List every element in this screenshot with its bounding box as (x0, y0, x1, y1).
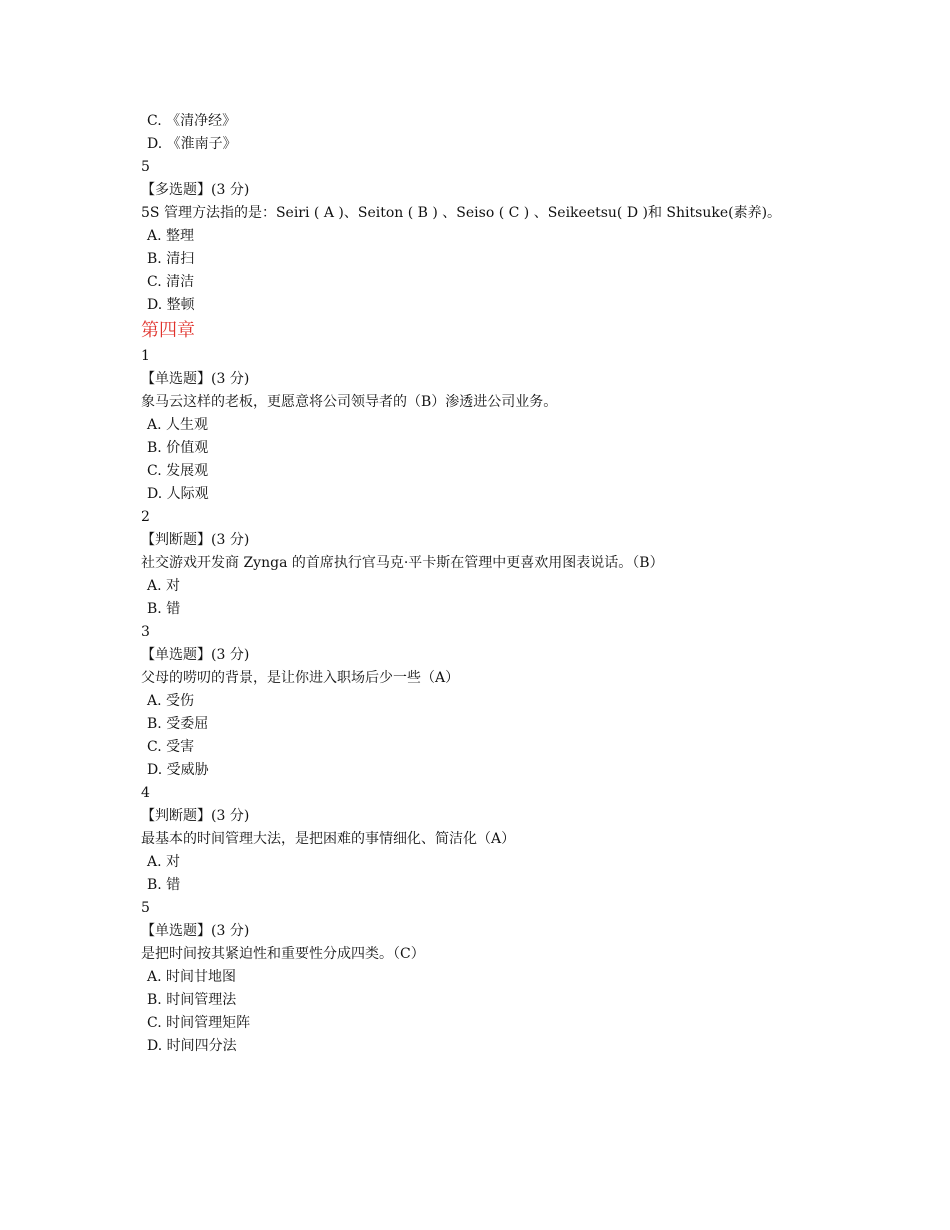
chapter-title: 第四章 (141, 320, 195, 341)
option: A. 时间甘地图 (147, 969, 237, 985)
option: C. 时间管理矩阵 (147, 1015, 251, 1031)
question-5 (141, 897, 830, 1058)
option: D. 受威胁 (147, 762, 209, 778)
question-1 (141, 345, 830, 506)
question-type: 【单选题】(3 分) (141, 371, 250, 387)
question-stem: 父母的唠叨的背景，是让你进入职场后少一些（A） (141, 670, 460, 686)
question-stem: 是把时间按其紧迫性和重要性分成四类。（C） (141, 946, 425, 962)
question-type: 【多选题】(3 分) (141, 182, 250, 198)
question-type: 【判断题】(3 分) (141, 532, 250, 548)
question-stem: 最基本的时间管理大法，是把困难的事情细化、简洁化（A） (141, 831, 516, 847)
option: B. 错 (147, 601, 181, 617)
question-number: 3 (141, 624, 150, 640)
question-number: 5 (141, 900, 150, 916)
option: A. 整理 (147, 228, 195, 244)
option: B. 错 (147, 877, 181, 893)
option: A. 对 (147, 578, 181, 594)
question-type: 【单选题】(3 分) (141, 923, 250, 939)
option: D. 人际观 (147, 486, 209, 502)
option: D. 整顿 (147, 297, 195, 313)
option: A. 人生观 (147, 417, 209, 433)
option: D. 时间四分法 (147, 1038, 237, 1054)
option: B. 清扫 (147, 251, 195, 267)
option: A. 对 (147, 854, 181, 870)
question-number: 4 (141, 785, 150, 801)
option: B. 受委屈 (147, 716, 209, 732)
question-stem: 社交游戏开发商 Zynga 的首席执行官马克·平卡斯在管理中更喜欢用图表说话。（B） (141, 555, 664, 571)
option: C. 清洁 (147, 274, 195, 290)
question-type: 【单选题】(3 分) (141, 647, 250, 663)
question-number: 1 (141, 348, 150, 364)
option: D. 《淮南子》 (147, 136, 237, 152)
option: A. 受伤 (147, 693, 195, 709)
question-3 (141, 621, 830, 782)
question-number: 2 (141, 509, 150, 525)
option: B. 时间管理法 (147, 992, 237, 1008)
option: B. 价值观 (147, 440, 209, 456)
question-4 (141, 782, 830, 897)
question-type: 【判断题】(3 分) (141, 808, 250, 824)
option: C. 受害 (147, 739, 195, 755)
option: C. 《清净经》 (147, 113, 237, 129)
prev-question-5 (141, 156, 830, 317)
question-stem: 象马云这样的老板，更愿意将公司领导者的（B）渗透进公司业务。 (141, 394, 558, 410)
option: C. 发展观 (147, 463, 209, 479)
prev-question-options-tail (141, 110, 830, 156)
question-number: 5 (141, 159, 150, 175)
question-2 (141, 506, 830, 621)
question-stem: 5S 管理方法指的是：Seiri ( A )、Seiton ( B ) 、Seiso ( C ) 、Seikeetsu( D )和 Shitsuke(素养)。 (141, 205, 782, 221)
